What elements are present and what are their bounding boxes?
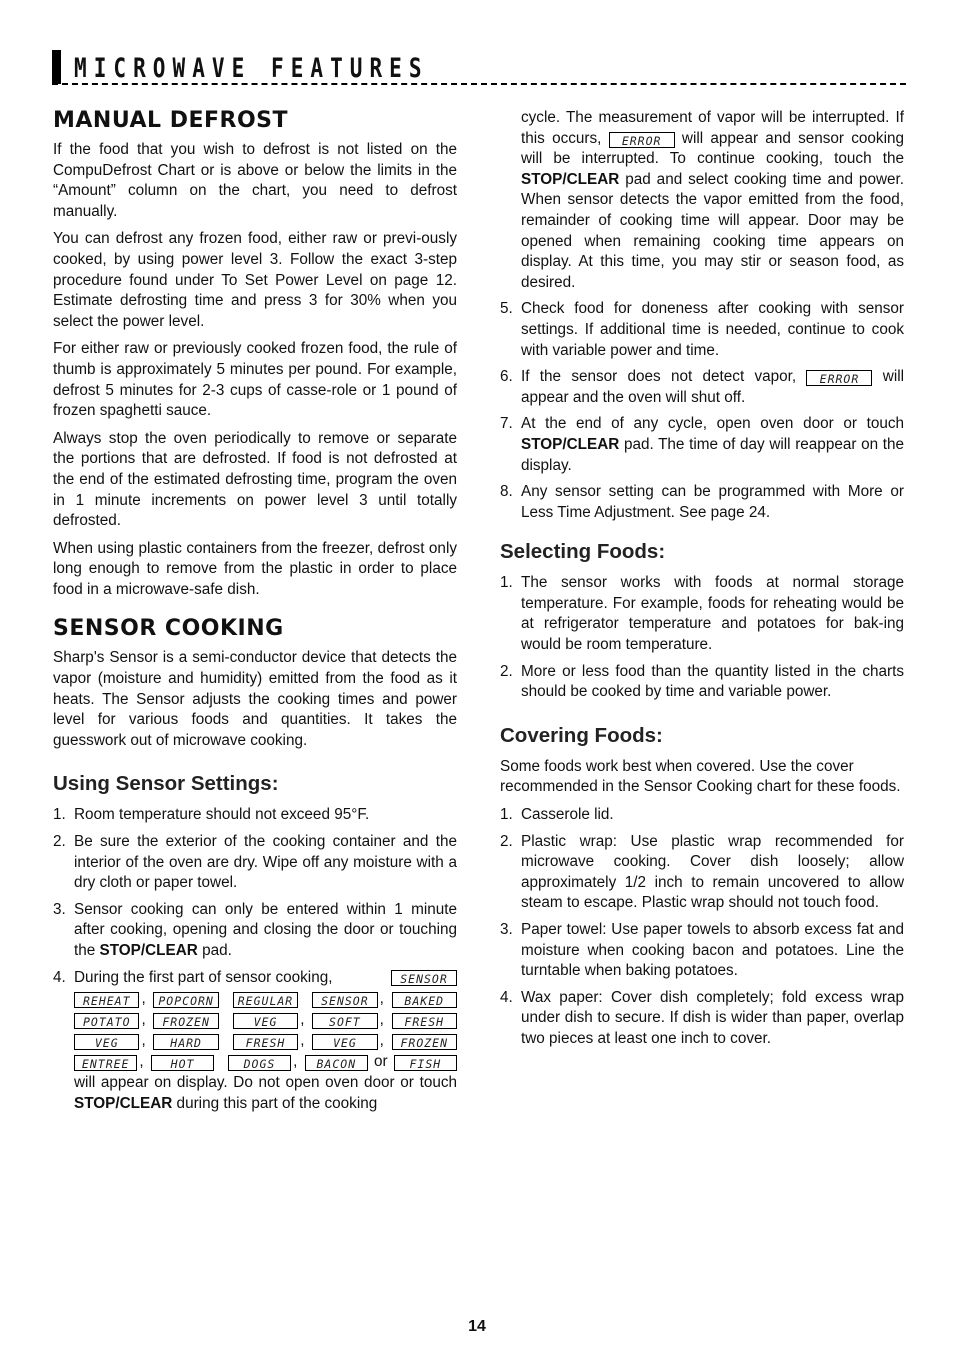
list-item: 4. Wax paper: Cover dish completely; fold excess wrap under dish to secure. If dish is wider than paper, overlap two pieces at least one inch to cover. <box>500 988 904 1047</box>
header-dashed-rule <box>52 83 906 85</box>
list-item: 1. The sensor works with foods at normal storage temperature. For example, foods for reheating would be at refrigerator temperature and potatoes for bak-ing would be room temperature. <box>500 574 904 654</box>
list-item: 2. Plastic wrap: Use plastic wrap recommended for microwave cooking. Cover dish loosely; allow approximately 1/2 inch to remain uncovered to allow steam to escape. Plastic wrap should not touch food. <box>500 832 904 912</box>
left-column <box>53 108 457 1114</box>
covering-foods-list <box>500 805 904 1050</box>
display-readout: SENSOR <box>312 992 377 1008</box>
display-row: VEG , HARD FRESH , VEG , FROZEN <box>74 1032 457 1051</box>
sensor-cooking-paragraph: Sharp's Sensor is a semi-conductor device that detects the vapor (moisture and humidity) emitted from the food as it heats. The Sensor adjusts the cooking times and power level for various foods and quantities. It takes the guesswork out of microwave cooking. <box>53 649 457 749</box>
display-readout: POPCORN <box>153 992 218 1008</box>
display-row: ENTREE , HOT DOGS , BACON or FISH <box>74 1053 457 1072</box>
manual-defrost-paragraph: When using plastic containers from the freezer, defrost only long enough to remove from the plastic in order to place food in a microwave-safe dish. <box>53 539 457 598</box>
sensor-cooking-heading: SENSOR COOKING <box>53 616 284 642</box>
list-item-continued: cycle. The measurement of vapor will be interrupted. If this occurs, ERROR will appear and sensor cooking will be interrupted. To continue cooking, touch the STOP/CLEAR pad and select cooking time and power. When sensor detects the vapor emitted from the food, remainder of cooking time will appear. Door may be opened when remaining cooking time appears on display. At this time, you may stir or season food, as desired. <box>521 109 904 291</box>
using-sensor-settings-heading: Using Sensor Settings: <box>53 772 279 796</box>
display-readout: POTATO <box>74 1013 139 1029</box>
display-row: REHEAT , POPCORN REGULAR SENSOR , BAKED <box>74 990 457 1009</box>
display-readout: SOFT <box>312 1013 377 1029</box>
error-display: ERROR <box>806 370 872 386</box>
display-readout: VEG <box>74 1034 139 1050</box>
page-number: 14 <box>468 1318 486 1335</box>
manual-defrost-paragraph: You can defrost any frozen food, either raw or previ-ously cooked, by using power level 3. Follow the exact 3-step procedure found under To Set Power Level on page 12. Estimate defrosting time and press 3 for 30% when you select the power level. <box>53 230 457 330</box>
display-readout: HARD <box>153 1034 218 1050</box>
display-readout: FRESH <box>392 1013 457 1029</box>
covering-foods-intro: Some foods work best when covered. Use the cover recommended in the Sensor Cooking chart for these foods. <box>500 757 901 796</box>
list-item: 6. If the sensor does not detect vapor, ERROR will appear and the oven will shut off. <box>500 368 905 406</box>
display-readout: HOT <box>151 1055 214 1071</box>
list-item: 1. Room temperature should not exceed 95°F. <box>53 806 370 824</box>
display-readout: FISH <box>394 1055 457 1071</box>
covering-foods-heading: Covering Foods: <box>500 723 663 747</box>
list-item: 3. Paper towel: Use paper towels to absorb excess fat and moisture when cooking bacon and potatoes. Line the turntable when baking potatoes. <box>500 921 904 980</box>
selecting-foods-list <box>500 573 904 703</box>
manual-defrost-paragraph: If the food that you wish to defrost is not listed on the CompuDefrost Chart or is above or below the limits in the “Amount” column on the chart, you need to defrost manually. <box>53 141 457 220</box>
error-display: ERROR <box>609 132 675 148</box>
section-title: MICROWAVE FEATURES <box>74 53 429 84</box>
display-readout: FROZEN <box>153 1013 218 1029</box>
list-item: 5. Check food for doneness after cooking with sensor settings. If additional time is needed, continue to cook with variable power and time. <box>500 300 904 359</box>
right-column <box>500 108 904 1056</box>
list-item: 7. At the end of any cycle, open oven door or touch STOP/CLEAR pad. The time of day will reappear on the display. <box>500 415 904 474</box>
selecting-foods-heading: Selecting Foods: <box>500 540 666 564</box>
display-readout: FROZEN <box>392 1034 457 1050</box>
display-readout: REHEAT <box>74 992 139 1008</box>
display-readout: VEG <box>233 1013 298 1029</box>
display-readout: FRESH <box>233 1034 298 1050</box>
display-readout: BAKED <box>392 992 457 1008</box>
list-item: 2. Be sure the exterior of the cooking container and the interior of the oven are dry. Wipe off any moisture with a dry cloth or paper towel. <box>53 833 457 892</box>
display-row: POTATO , FROZEN VEG , SOFT , FRESH <box>74 1011 457 1030</box>
display-readout: SENSOR <box>391 970 457 986</box>
list-item: 4. During the first part of sensor cooking, SENSOR REHEAT , POPCORN REGULAR SENSOR , BAKED POTATO , FROZEN VEG , SOFT , FRESH VEG , HARD FRESH , VEG , FROZEN ENTREE , HOT DOGS , BACON or FISH will appear on display. Do not open oven door or touch STOP/CLEAR during this part of the cooking <box>53 968 457 1112</box>
header-bar-mark <box>52 50 61 84</box>
manual-defrost-paragraph: For either raw or previously cooked frozen food, the rule of thumb is approximately 5 minutes per pound. For example, defrost 5 minutes for 2-3 cups of casse-role or 1 pound of frozen spaghetti sauce. <box>53 340 457 420</box>
using-sensor-settings-list <box>53 805 457 1114</box>
display-readout: VEG <box>312 1034 377 1050</box>
display-readout: DOGS <box>228 1055 291 1071</box>
list-item: 8. Any sensor setting can be programmed with More or Less Time Adjustment. See page 24. <box>500 483 904 521</box>
manual-defrost-paragraph: Always stop the oven periodically to remove or separate the portions that are defrosted. If food is not defrosted at the end of the estimated defrosting time, program the oven in 1 minute increments on power level 3 until totally defrosted. <box>53 429 457 530</box>
list-item: 1. Casserole lid. <box>500 806 614 824</box>
list-item: 2. More or less food than the quantity listed in the charts should be cooked by time and variable power. <box>500 662 904 701</box>
display-readout: ENTREE <box>74 1055 137 1071</box>
manual-defrost-heading: MANUAL DEFROST <box>53 108 289 133</box>
display-readout: BACON <box>305 1055 368 1071</box>
list-item: 3. Sensor cooking can only be entered within 1 minute after cooking, opening and closing the door or touching the STOP/CLEAR pad. <box>53 900 457 959</box>
using-sensor-settings-list-continued <box>500 108 904 523</box>
display-readout: REGULAR <box>233 992 298 1008</box>
